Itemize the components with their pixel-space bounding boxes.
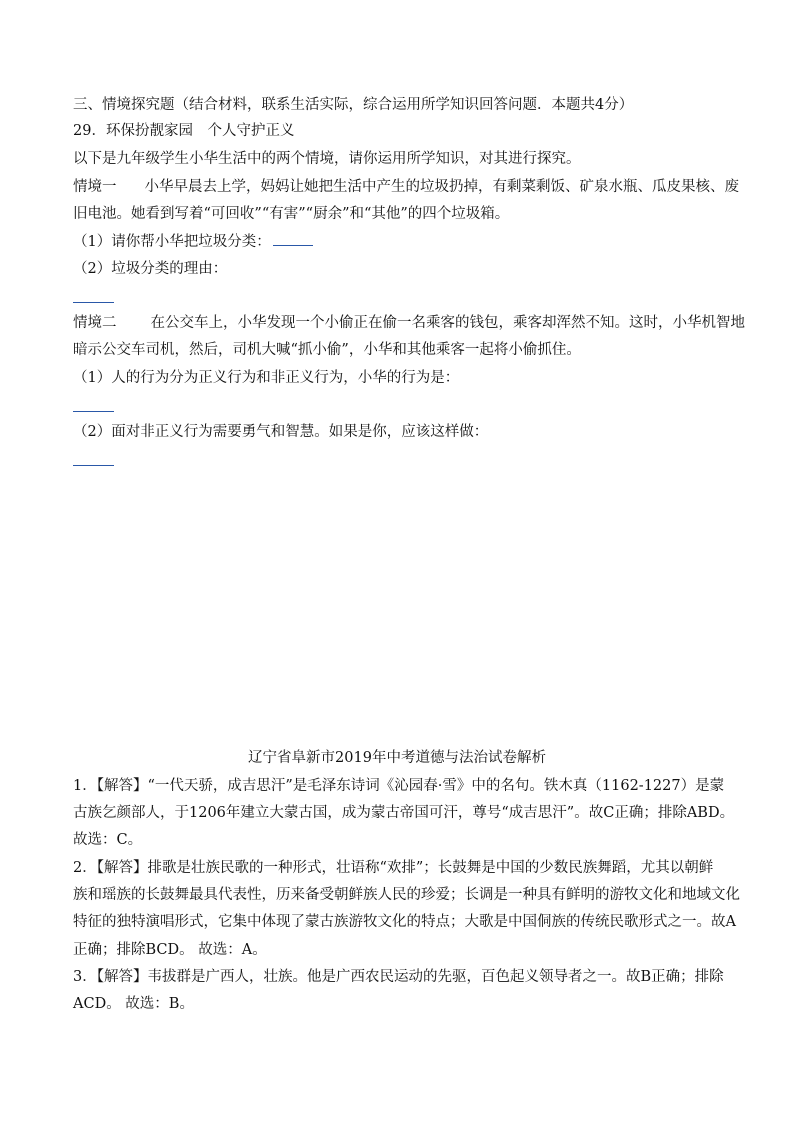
scene2-line1 [73,313,745,333]
question-29-title: 29．环保扮靓家园 个人守护正义 [73,123,295,139]
answer-blank-2[interactable] [73,302,114,303]
answer3-line2: ACD。 故选：B。 [73,996,194,1012]
answer3-line1: 3．【解答】韦拔群是广西人，壮族。他是广西农民运动的先驱，百色起义领导者之一。故B正确；排除 [73,969,724,985]
scene2-text-1: 在公交车上，小华发现一个小偷正在偷一名乘客的钱包，乘客却浑然不知。这时，小华机智地 [150,315,745,331]
scene2-question1: （1）人的行为分为正义行为和非正义行为，小华的行为是： [73,370,460,386]
analysis-title: 辽宁省阜新市2019年中考道德与法治试卷解析 [248,750,546,766]
scene1-text-1: 小华早晨去上学，妈妈让她把生活中产生的垃圾扔掉，有剩菜剩饭、矿泉水瓶、瓜皮果核、废 [144,179,739,195]
answer-blank-1[interactable] [273,231,313,246]
scene2-line2: 暗示公交车司机，然后，司机大喊“抓小偷”，小华和其他乘客一起将小偷抓住。 [73,342,581,358]
answer2-line2: 族和瑶族的长鼓舞最具代表性，历来备受朝鲜族人民的珍爱；长调是一种具有鲜明的游牧文化和地域文化 [73,887,740,903]
scene1-question1-text: （1）请你帮小华把垃圾分类： [73,234,271,250]
answer2-line1: 2．【解答】排歌是壮族民歌的一种形式，壮语称“欢排”；长鼓舞是中国的少数民族舞蹈，尤其以朝鲜 [73,860,714,876]
answer2-line4: 正确；排除BCD。 故选：A。 [73,942,267,958]
section-heading: 三、情境探究题（结合材料，联系生活实际，综合运用所学知识回答问题．本题共4分） [73,97,634,113]
answer1-line3: 故选：C。 [73,832,143,848]
answer2-line3: 特征的独特演唱形式，它集中体现了蒙古族游牧文化的特点；大歌是中国侗族的传统民歌形式之一。故A [73,914,736,930]
intro-text: 以下是九年级学生小华生活中的两个情境，请你运用所学知识，对其进行探究。 [73,151,581,167]
scene2-question2: （2）面对非正义行为需要勇气和智慧。如果是你，应该这样做： [73,424,489,440]
answer1-line2: 古族乞颜部人，于1206年建立大蒙古国，成为蒙古帝国可汗，尊号“成吉思汗”。故C正确；排除ABD。 [73,805,735,821]
answer1-line1: 1．【解答】“一代天骄，成吉思汗”是毛泽东诗词《沁园春·雪》中的名句。铁木真（1162-1227）是蒙 [73,778,725,794]
scene1-label: 情境一 [73,179,117,195]
answer-blank-4[interactable] [73,465,114,466]
scene1-line2: 旧电池。她看到写着“可回收”“有害”“厨余”和“其他”的四个垃圾箱。 [73,206,510,222]
scene1-question2: （2）垃圾分类的理由： [73,261,228,277]
answer-blank-3[interactable] [73,411,114,412]
scene1-line1 [73,177,739,197]
scene1-question1 [73,231,313,252]
scene2-label: 情境二 [73,315,117,331]
